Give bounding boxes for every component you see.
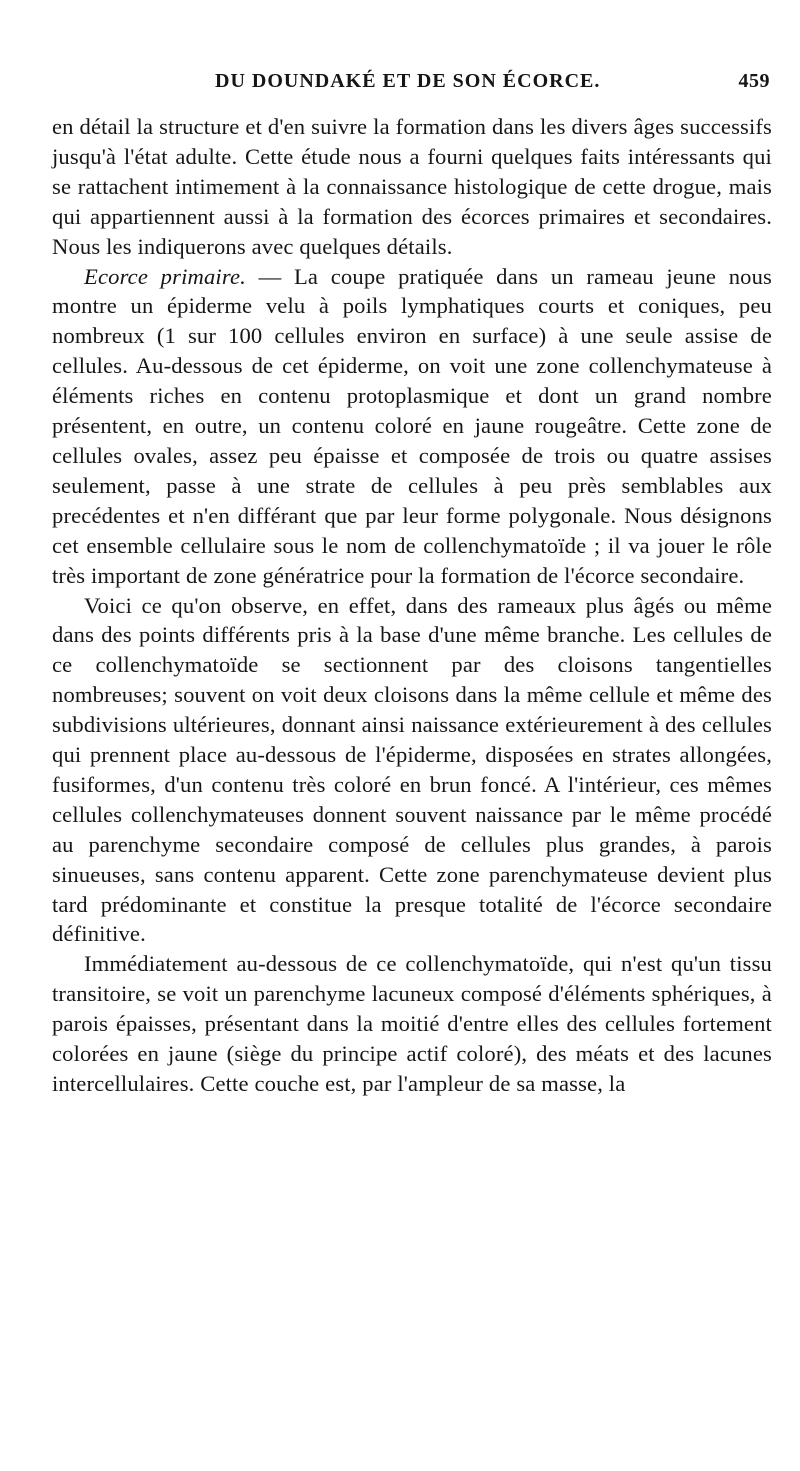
running-head xyxy=(52,60,772,110)
paragraph-text: Voici ce qu'on observe, en effet, dans des rameaux plus âgés ou même dans des points différents pris à la base d'une même branche. Les cellules de ce collenchymatoïde se sectionnent par des cloisons tangentielles nombreuses; souvent on voit deux cloisons dans la même cellule et même des subdivisions ultérieures, donnant ainsi naissance extérieurement à des cellules qui prennent place au-dessous de l'épiderme, disposées en strates allongées, fusiformes, d'un contenu très coloré en brun foncé. A l'intérieur, ces mêmes cellules collenchymateuses donnent souvent naissance par le même procédé au parenchyme secondaire composé de cellules plus grandes, à parois sinueuses, sans contenu apparent. Cette zone parenchymateuse devient plus tard prédominante et constitue la presque totalité de l'écorce secondaire définitive. xyxy=(52,592,772,947)
page-number: 459 xyxy=(738,70,770,92)
paragraph xyxy=(52,112,772,262)
paragraph xyxy=(52,949,772,1099)
paragraph-text: — La coupe pratiquée dans un rameau jeune nous montre un épiderme velu à poils lymphatiques courts et coniques, peu nombreux (1 sur 100 cellules environ en surface) à une seule assise de cellules. Au-dessous de cet épiderme, on voit une zone collenchymateuse à éléments riches en contenu protoplasmique et dont un grand nombre présentent, en outre, un contenu coloré en jaune rougeâtre. Cette zone de cellules ovales, assez peu épaisse et composée de trois ou quatre assises seulement, passe à une strate de cellules à peu près semblables aux precédentes et n'en différant que par leur forme polygonale. Nous désignons cet ensemble cellulaire sous le nom de collenchymatoïde ; il va jouer le rôle très important de zone génératrice pour la formation de l'écorce secondaire. xyxy=(52,263,772,588)
section-title: Ecorce primaire. xyxy=(84,263,246,289)
running-title: DU DOUNDAKÉ ET DE SON ÉCORCE. xyxy=(215,70,601,92)
paragraph xyxy=(52,262,772,591)
body-text xyxy=(52,112,772,1099)
paragraph-text: Immédiatement au-dessous de ce collenchymatoïde, qui n'est qu'un tissu transitoire, se voit un parenchyme lacuneux composé d'éléments sphériques, à parois épaisses, présentant dans la moitié d'entre elles des cellules fortement colorées en jaune (siège du principe actif coloré), des méats et des lacunes intercellulaires. Cette couche est, par l'ampleur de sa masse, la xyxy=(52,951,772,1096)
book-page xyxy=(52,60,772,1099)
paragraph xyxy=(52,591,772,950)
paragraph-text: en détail la structure et d'en suivre la formation dans les divers âges successifs jusqu'à l'état adulte. Cette étude nous a fourni quelques faits intéressants qui se rattachent intimement à la connaissance histologique de cette drogue, mais qui appartiennent aussi à la formation des écorces primaires et secondaires. Nous les indiquerons avec quelques détails. xyxy=(52,114,772,259)
